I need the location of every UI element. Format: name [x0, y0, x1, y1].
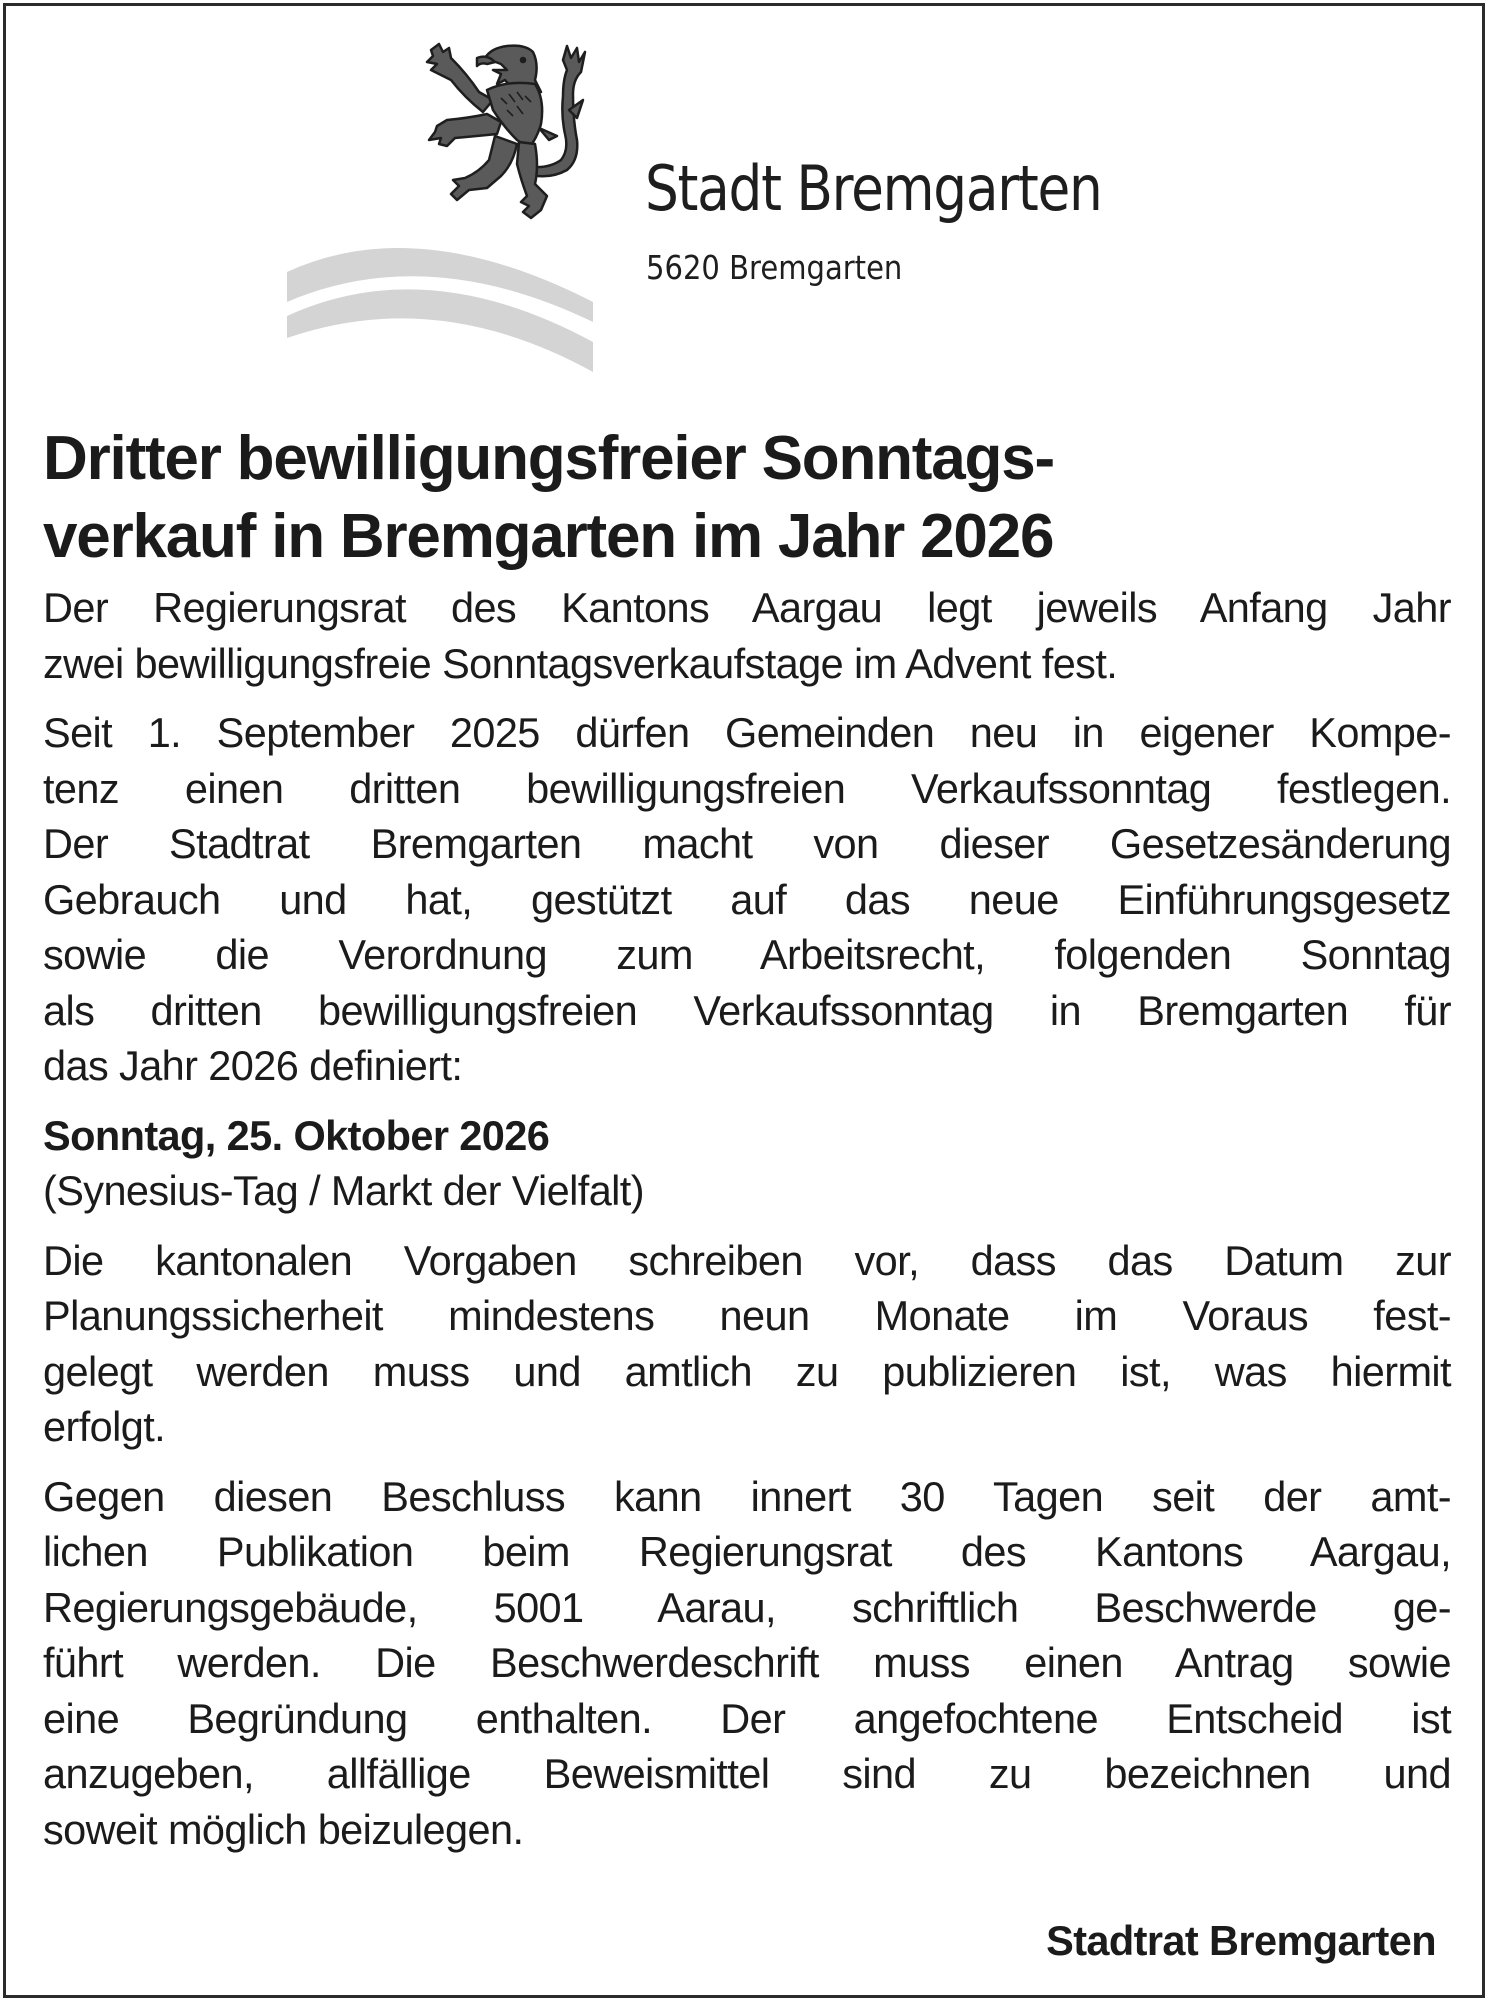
text-line: Planungssicherheit mindestens neun Monate im Voraus fest-	[43, 1292, 1451, 1339]
bridge-arcs-icon	[287, 232, 593, 372]
text-line: lichen Publikation beim Regierungsrat des Kantons Aargau,	[43, 1528, 1451, 1575]
headline	[43, 420, 1451, 576]
text-line: als dritten bewilligungsfreien Verkaufssonntag in Bremgarten für	[43, 986, 1451, 1034]
paragraph-legal-change	[43, 705, 1451, 1094]
text-line: führt werden. Die Beschwerdeschrift muss einen Antrag sowie	[43, 1639, 1451, 1686]
text-line: gelegt werden muss und amtlich zu publizieren ist, was hiermit	[43, 1347, 1451, 1395]
event-date: Sonntag, 25. Oktober 2026	[43, 1111, 550, 1159]
signature: Stadtrat Bremgarten	[1046, 1917, 1436, 1964]
text-line: Seit 1. September 2025 dürfen Gemeinden neu in eigener Kompe-	[43, 709, 1451, 756]
headline-line: verkauf in Bremgarten im Jahr 2026	[43, 502, 1054, 571]
text-line: das Jahr 2026 definiert:	[43, 1042, 463, 1089]
org-name: Stadt Bremgarten	[645, 152, 1102, 225]
paragraph-appeal	[43, 1469, 1451, 1858]
event-block	[43, 1108, 1451, 1219]
text-line: Die kantonalen Vorgaben schreiben vor, dass das Datum zur	[43, 1236, 1451, 1284]
text-line: tenz einen dritten bewilligungsfreien Verkaufssonntag festlegen.	[43, 764, 1451, 812]
article	[43, 420, 1451, 1857]
text-line: Der Stadtrat Bremgarten macht von dieser Gesetzesänderung	[43, 820, 1451, 867]
paragraph-requirements	[43, 1233, 1451, 1455]
text-line: anzugeben, allfällige Beweismittel sind zu bezeichnen und	[43, 1750, 1451, 1797]
text-line: erfolgt.	[43, 1403, 166, 1450]
text-line: sowie die Verordnung zum Arbeitsrecht, folgenden Sonntag	[43, 931, 1451, 978]
text-line: Der Regierungsrat des Kantons Aargau legt jeweils Anfang Jahr	[43, 584, 1451, 631]
text-line: Gegen diesen Beschluss kann innert 30 Tagen seit der amt-	[43, 1472, 1451, 1520]
event-name: (Synesius-Tag / Markt der Vielfalt)	[43, 1167, 644, 1214]
paragraph-intro	[43, 580, 1451, 691]
text-line: zwei bewilligungsfreie Sonntagsverkaufstage im Advent fest.	[43, 639, 1118, 687]
text-line: soweit möglich beizulegen.	[43, 1805, 524, 1853]
headline-line: Dritter bewilligungsfreier Sonntags-	[43, 424, 1054, 493]
text-line: Gebrauch und hat, gestützt auf das neue Einführungsgesetz	[43, 875, 1451, 923]
lion-rampant-coat-of-arms-icon	[417, 40, 593, 242]
text-line: eine Begründung enthalten. Der angefochtene Entscheid ist	[43, 1694, 1451, 1742]
text-line: Regierungsgebäude, 5001 Aarau, schriftlich Beschwerde ge-	[43, 1583, 1451, 1631]
org-address: 5620 Bremgarten	[646, 248, 903, 287]
